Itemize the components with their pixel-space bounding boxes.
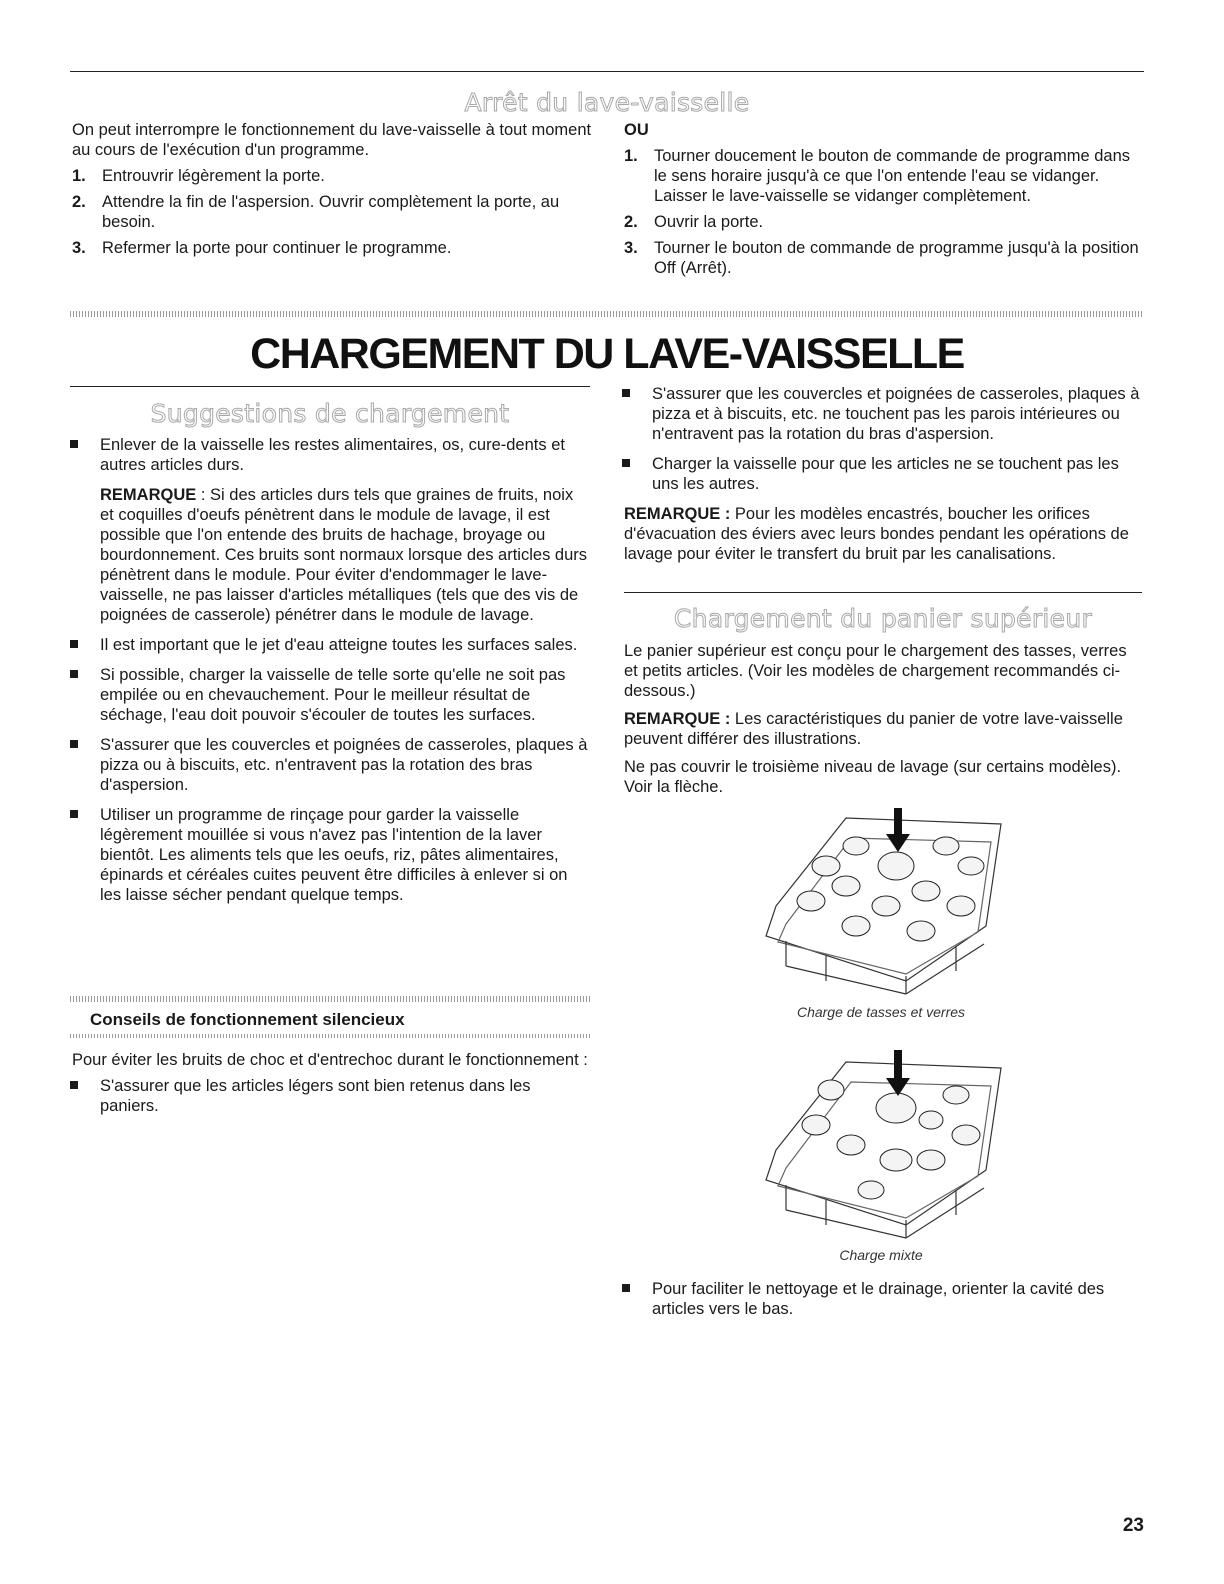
stop-right-step: 2. Ouvrir la porte. xyxy=(624,213,764,231)
caption-cups: Charge de tasses et verres xyxy=(796,1004,966,1020)
stop-intro: On peut interrompre le fonctionnement du lave-vaisselle à tout moment au cours de l'exécution d'un programme. xyxy=(72,121,592,159)
main-title: CHARGEMENT DU LAVE-VAISSELLE xyxy=(250,330,964,378)
bullet-icon xyxy=(68,635,100,655)
stop-right-column xyxy=(624,120,1144,284)
caption-mixed: Charge mixte xyxy=(839,1247,923,1263)
quiet-intro: Pour éviter les bruits de choc et d'entrechoc durant le fonctionnement : xyxy=(72,1051,588,1069)
note-paragraph: REMARQUE : Pour les modèles encastrés, boucher les orifices d'évacuation des éviers avec leurs bondes pendant les opérations de lavage pour éviter le transfert du bruit par les canalisations. xyxy=(624,505,1129,563)
upper-rack-intro: Le panier supérieur est conçu pour le chargement des tasses, verres et petits articles. (Voir les modèles de chargement recommandés ci-dessous.) xyxy=(624,642,1127,700)
right-top-body xyxy=(620,384,1144,572)
stop-heading: Arrêt du lave-vaisselle xyxy=(464,88,750,117)
bullet-icon xyxy=(68,1076,100,1116)
quiet-bottom-divider xyxy=(70,1034,590,1038)
rack-illustration-cups xyxy=(756,806,1006,996)
suggestions-heading: Suggestions de chargement xyxy=(150,399,510,428)
quiet-top-divider xyxy=(70,996,590,1002)
top-rule xyxy=(70,71,1144,72)
bullet-icon xyxy=(68,665,100,725)
upper-rack-rule xyxy=(624,592,1142,593)
list-item: Il est important que le jet d'eau atteigne toutes les surfaces sales. xyxy=(68,635,590,655)
suggestions-rule xyxy=(70,386,590,387)
note-paragraph: REMARQUE : Si des articles durs tels que graines de fruits, noix et coquilles d'oeufs pénètrent dans le module de lavage, il est possible que l'on entende des bruits de hachage, broyage ou bourdonnement. Ces bruits sont normaux lorsque des articles durs pénètrent dans le module. Pour éviter d'endommager le lave-vaisselle, ne pas laisser d'articles métalliques (tels que des vis de poignées de casserole) pénétrer dans le module de lavage. xyxy=(100,486,587,624)
list-item: Si possible, charger la vaisselle de telle sorte qu'elle ne soit pas empilée ou en chevauchement. Pour le meilleur résultat de séchage, l'eau doit pouvoir s'écouler de toutes les surfaces. xyxy=(68,665,590,725)
quiet-heading: Conseils de fonctionnement silencieux xyxy=(90,1010,405,1029)
page-number: 23 xyxy=(1122,1515,1144,1536)
upper-rack-final xyxy=(620,1279,1144,1329)
bullet-icon xyxy=(620,384,652,444)
note-paragraph: REMARQUE : Les caractéristiques du panier de votre lave-vaisselle peuvent différer des illustrations. xyxy=(624,710,1123,748)
stop-left-step: 1. Entrouvrir légèrement la porte. xyxy=(72,167,325,185)
list-item: S'assurer que les couvercles et poignées de casseroles, plaques à pizza ou à biscuits, etc. n'entravent pas la rotation des bras d'aspersion. xyxy=(68,735,590,795)
bullet-icon xyxy=(68,435,100,475)
stop-right-step: 1. Tourner doucement le bouton de commande de programme dans le sens horaire jusqu'à ce que l'on entende l'eau se vidanger. Laisser le lave-vaisselle se vidanger complètement. xyxy=(624,147,1131,205)
upper-rack-heading: Chargement du panier supérieur xyxy=(673,604,1093,633)
or-label: OU xyxy=(624,121,649,139)
suggestions-body xyxy=(68,435,590,915)
list-item: Utiliser un programme de rinçage pour garder la vaisselle légèrement mouillée si vous n'avez pas l'intention de la laver bientôt. Les aliments tels que les oeufs, riz, pâtes alimentaires, épinards et céréales cuites peuvent être difficiles à enlever si on les laisse sécher pendant quelque temps. xyxy=(68,805,590,905)
section-divider xyxy=(70,311,1144,317)
list-item: Enlever de la vaisselle les restes alimentaires, os, cure-dents et autres articles durs. xyxy=(68,435,590,475)
quiet-body xyxy=(72,1050,590,1126)
bullet-icon xyxy=(68,805,100,905)
third-level-note: Ne pas couvrir le troisième niveau de lavage (sur certains modèles). Voir la flèche. xyxy=(624,758,1122,796)
list-item: Charger la vaisselle pour que les articles ne se touchent pas les uns les autres. xyxy=(620,454,1144,494)
bullet-icon xyxy=(620,1279,652,1319)
upper-rack-body xyxy=(624,641,1142,805)
list-item: S'assurer que les couvercles et poignées de casseroles, plaques à pizza et à biscuits, etc. ne touchent pas les parois intérieures ou n'entravent pas la rotation du bras d'aspersion. xyxy=(620,384,1144,444)
bullet-icon xyxy=(68,735,100,795)
list-item: Pour faciliter le nettoyage et le drainage, orienter la cavité des articles vers le bas. xyxy=(620,1279,1144,1319)
list-item: S'assurer que les articles légers sont bien retenus dans les paniers. xyxy=(68,1076,590,1116)
stop-right-step: 3. Tourner le bouton de commande de programme jusqu'à la position Off (Arrêt). xyxy=(624,239,1139,277)
bullet-icon xyxy=(620,454,652,494)
stop-left-column xyxy=(72,120,592,264)
stop-left-step: 2. Attendre la fin de l'aspersion. Ouvrir complètement la porte, au besoin. xyxy=(72,193,560,231)
rack-illustration-mixed xyxy=(756,1050,1006,1240)
stop-left-step: 3. Refermer la porte pour continuer le programme. xyxy=(72,239,452,257)
